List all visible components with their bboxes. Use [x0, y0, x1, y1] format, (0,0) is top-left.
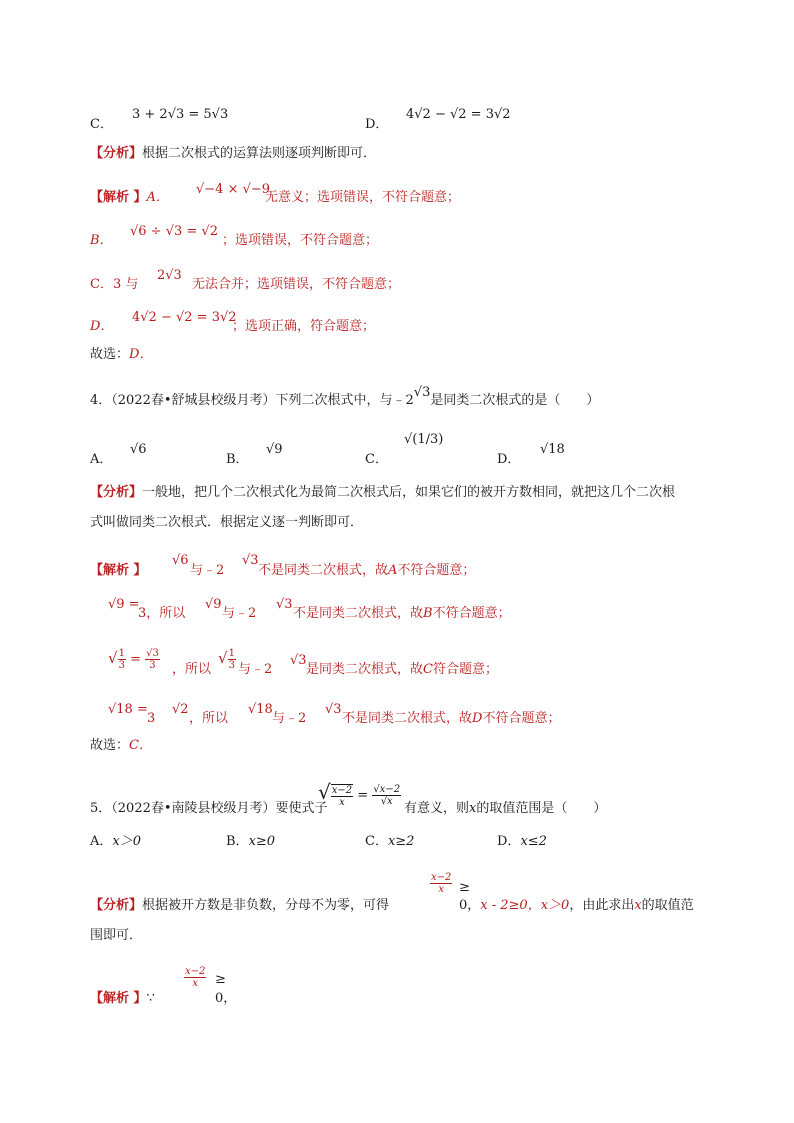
q5-analysis-line2: 围即可．	[90, 928, 143, 943]
q3-option-d: D．	[365, 117, 389, 132]
q4-sol1-m1: √6	[172, 553, 189, 568]
q4-analysis-line2: 式叫做同类二次根式．根据定义逐一判断即可．	[90, 515, 364, 530]
q5-analysis-frac: $\frac{x-2}{x}$	[431, 872, 452, 895]
q4-sol4-m1: √18 =	[108, 702, 148, 717]
q5-option-c: C．x≥2	[365, 834, 415, 849]
q4-sol3-text: 是同类二次根式，故C符合题意；	[306, 662, 498, 677]
q3-sol-a-text: 无意义；选项错误，不符合题意；	[265, 190, 461, 205]
q5-stem-tail: 有意义，则x的取值范围是（ ）	[404, 801, 607, 816]
q5-analysis-line1: 【分析】根据被开方数是非负数，分母不为零，可得	[90, 898, 390, 913]
q3-analysis	[90, 146, 376, 162]
q4-sol4-t2: ，所以	[189, 711, 229, 726]
q4-sol2-t2: 与﹣2	[222, 606, 257, 621]
q5-stem: 5．（2022春•南陵县校级月考）要使式子	[90, 801, 328, 816]
q3-sol-b-text: ；选项错误，不符合题意；	[222, 233, 379, 248]
solution-tag: 【解析 】	[90, 190, 147, 205]
q4-analysis-line1: 【分析】一般地，把几个二次根式化为最简二次根式后，如果它们的被开方数相同，就把这几个二次根	[90, 485, 676, 500]
q4-stem: 4．（2022春•舒城县校级月考）下列二次根式中，与﹣2√3是同类二次根式的是（ ）	[90, 385, 600, 408]
q4-sol4-text: 不是同类二次根式，故D不符合题意；	[342, 711, 561, 726]
q4-sol4-m2: √2	[172, 702, 189, 717]
q5-sol-ge: ≥	[215, 972, 226, 987]
q4-sol4-t3: 与﹣2	[272, 711, 307, 726]
q3-sol-c-math: 2√3	[157, 268, 182, 283]
analysis-tag: 【分析】	[90, 146, 143, 161]
q5-stem-math: √ $\frac{x-2}{x}$ = $\frac{√x-2}{√x}$	[318, 780, 401, 808]
analysis-tag: 【分析】	[90, 898, 143, 913]
option-label: C．	[90, 117, 113, 132]
q4-sol1-t1: 与﹣2	[190, 563, 225, 578]
q4-sol2-m3: √3	[276, 597, 293, 612]
q4-solution-tag: 【解析 】	[90, 563, 147, 578]
q4-option-b-math: √9	[266, 442, 283, 457]
q4-sol1-text: 不是同类二次根式，故A不符合题意；	[258, 563, 476, 578]
q4-option-d: D．	[497, 452, 521, 467]
q4-sol3-m2: √ $\frac{1}{3}$	[218, 648, 235, 671]
q4-answer: 故选：C．	[90, 738, 152, 753]
q3-sol-d-text: ；选项正确，符合题意；	[232, 319, 376, 334]
q3-sol-d-math: 4√2 − √2 = 3√2	[132, 310, 237, 325]
q4-option-d-math: √18	[540, 442, 565, 457]
q3-answer: 故选：D．	[90, 347, 153, 362]
q4-option-b: B．	[226, 452, 249, 467]
q4-option-c: C．	[365, 452, 388, 467]
q4-option-c-math: √(1/3)	[404, 432, 444, 447]
q4-sol3-m1: √ $\frac{1}{3}$ = $\frac{√3}{3}$	[108, 648, 159, 671]
q5-solution: 【解析 】∵	[90, 991, 155, 1006]
q3-sol-a-math: √−4 × √−9	[196, 182, 271, 197]
q4-sol2-text: 不是同类二次根式，故B不符合题意；	[293, 606, 511, 621]
q4-sol3-t1: ，所以	[172, 662, 212, 677]
q4-sol4-m4: √3	[325, 702, 342, 717]
analysis-text: 根据二次根式的运算法则逐项判断即可．	[142, 146, 377, 161]
q5-sol-tail: 0，	[215, 991, 237, 1006]
q5-analysis-tail: 0，x ‐ 2≥0，x＞0，由此求出x的取值范	[459, 898, 694, 913]
q3-option-c-math: 3 + 2√3 = 5√3	[132, 107, 229, 122]
q3-sol-c-text: 无法合并；选项错误，不符合题意；	[192, 277, 401, 292]
q3-option-d-math: 4√2 − √2 = 3√2	[406, 107, 511, 122]
q4-sol2-m1: √9 =	[108, 597, 140, 612]
q3-sol-b-label: B．	[90, 233, 113, 248]
q5-analysis-ge: ≥	[459, 880, 470, 895]
q4-sol4-t1: 3	[147, 711, 156, 726]
q5-option-b: B．x≥0	[226, 834, 276, 849]
q3-sol-c-label: C．3 与	[90, 277, 139, 292]
q4-option-a: A．	[90, 452, 113, 467]
q3-sol-b-math: √6 ÷ √3 = √2	[130, 224, 218, 239]
q4-sol2-t1: 3，所以	[138, 606, 186, 621]
q5-option-d: D．x≤2	[497, 834, 547, 849]
q4-sol4-m3: √18	[248, 702, 273, 717]
q4-sol3-m3: √3	[290, 653, 307, 668]
analysis-tag: 【分析】	[90, 485, 143, 500]
q4-option-a-math: √6	[130, 442, 147, 457]
q4-sol1-m2: √3	[242, 553, 259, 568]
q5-option-a: A．x＞0	[90, 834, 141, 849]
q4-sol2-m2: √9	[205, 597, 222, 612]
q3-sol-d-label: D．	[90, 319, 114, 334]
solution-tag: 【解析 】	[90, 991, 147, 1006]
q3-solution-a: 【解析 】A．	[90, 190, 169, 205]
q5-sol-frac: $\frac{x-2}{x}$	[185, 966, 206, 989]
q4-sol3-t2: 与﹣2	[238, 662, 273, 677]
q3-option-c	[90, 117, 113, 133]
